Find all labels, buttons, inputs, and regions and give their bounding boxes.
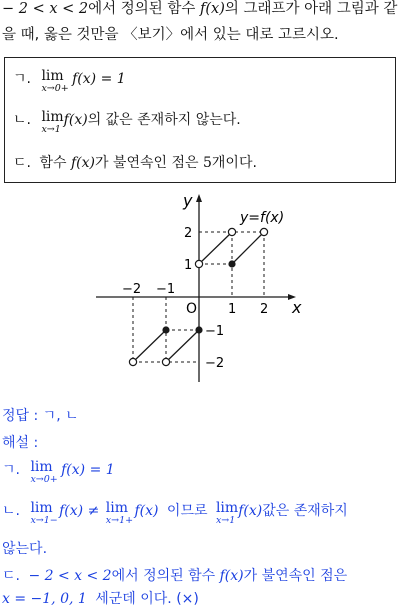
limit-op-a1: lim x→0+	[30, 459, 58, 485]
x-tick-label: −2	[122, 282, 142, 297]
limit-sub-a2b: x→1+	[105, 515, 134, 526]
limit-sub-2: x→1	[41, 124, 61, 135]
open-point	[129, 358, 136, 365]
limit-op-1: lim x→0+	[41, 68, 69, 94]
question-text-end: 의 그래프가 아래 그림과 같	[224, 1, 398, 17]
open-point	[195, 260, 202, 267]
question-text: 에서 정의된 함수	[88, 1, 201, 17]
bogi-item-3	[13, 152, 257, 172]
explain-item-3	[2, 565, 347, 585]
domain-range: − 2 < x < 2	[2, 1, 89, 17]
bogi-num-3: 5	[202, 155, 212, 171]
y-axis-arrow	[196, 194, 202, 202]
explain-text-3b: 가 불연속인 점은	[243, 568, 348, 584]
x-axis-label: x	[292, 298, 302, 317]
question-line-2: 을 때, 옳은 것만을 〈보기〉에서 있는 대로 고르시오.	[2, 27, 339, 43]
answer-line: 정답 : ㄱ, ㄴ	[2, 408, 79, 424]
y-tick-label: 2	[184, 226, 193, 241]
explain-expr-1: f(x) = 1	[61, 462, 115, 478]
segment-left	[133, 330, 166, 362]
explain-item-2	[2, 500, 348, 526]
open-point	[162, 358, 169, 365]
explain-label-2: ㄴ.	[2, 503, 20, 519]
y-tick-label: 1	[184, 258, 193, 273]
y-axis-label: y	[183, 191, 193, 210]
segment-mid	[166, 330, 199, 362]
y-tick-label: −1	[205, 324, 225, 339]
explain-item-3-cont	[2, 588, 199, 608]
bogi-text-2: 의 값은 존재하지 않는다.	[87, 112, 241, 128]
open-point	[228, 228, 235, 235]
bogi-text-3c: 개이다.	[211, 155, 257, 171]
filled-point	[228, 260, 235, 267]
bogi-text-3a: 함수	[39, 155, 71, 171]
bogi-label-3: ㄷ.	[13, 155, 31, 171]
segment-right-1	[199, 232, 232, 264]
bogi-expr-2: f(x)	[63, 112, 88, 128]
bogi-label-2: ㄴ.	[13, 112, 31, 128]
limit-sub-a1: x→0+	[30, 474, 58, 485]
limit-op-2: lim x→1	[41, 109, 64, 135]
filled-point	[162, 326, 169, 333]
bogi-label-1: ㄱ.	[13, 71, 31, 87]
explain-expr-2c: f(x)	[238, 503, 263, 519]
explain-text-3a: 에서 정의된 함수	[111, 568, 220, 584]
limit-op-a2c: lim x→1	[215, 500, 239, 526]
explain-fx-3: f(x)	[219, 568, 244, 584]
bogi-text-3b: 가 불연속인 점은	[94, 155, 203, 171]
origin-label: O	[186, 301, 198, 317]
bogi-box	[4, 57, 396, 183]
explain-expr-2a: f(x) ≠	[59, 503, 100, 519]
function-label: y=f(x)	[240, 210, 285, 226]
limit-op-a2a: lim x→1−	[30, 500, 58, 526]
explain-text-2b: 값은 존재하지	[262, 503, 348, 519]
y-tick-label: −2	[205, 356, 225, 371]
explain-item-2-cont: 않는다.	[2, 541, 48, 557]
explain-text-3c: 세군데 이다. (×)	[95, 591, 199, 607]
explanation-label: 해설 :	[2, 435, 39, 451]
limit-sub-a2a: x→1−	[30, 515, 58, 526]
function-graph	[0, 186, 400, 386]
bogi-expr-1: f(x) = 1	[72, 71, 126, 87]
limit-sub-a2c: x→1	[215, 515, 236, 526]
explain-range-3: − 2 < x < 2	[28, 568, 112, 584]
filled-point	[195, 326, 202, 333]
limit-op-a2b: lim x→1+	[105, 500, 134, 526]
x-tick-label: 1	[228, 302, 237, 317]
bogi-item-1	[13, 68, 126, 94]
function-fx: f(x)	[200, 1, 225, 17]
x-tick-label: −1	[156, 282, 176, 297]
x-tick-label: 2	[260, 302, 269, 317]
explain-points-3: x = −1, 0, 1	[2, 591, 87, 607]
bogi-item-2	[13, 109, 241, 135]
explain-item-1	[2, 459, 115, 485]
explain-expr-2b: f(x)	[134, 503, 159, 519]
explain-text-2a: 이므로	[166, 503, 208, 519]
limit-sub-1: x→0+	[41, 83, 69, 94]
explain-label-1: ㄱ.	[2, 462, 20, 478]
segment-right-2	[232, 232, 264, 264]
bogi-fx-3: f(x)	[70, 155, 95, 171]
explain-label-3: ㄷ.	[2, 568, 20, 584]
question-line-1	[2, 0, 397, 18]
open-point	[260, 228, 267, 235]
